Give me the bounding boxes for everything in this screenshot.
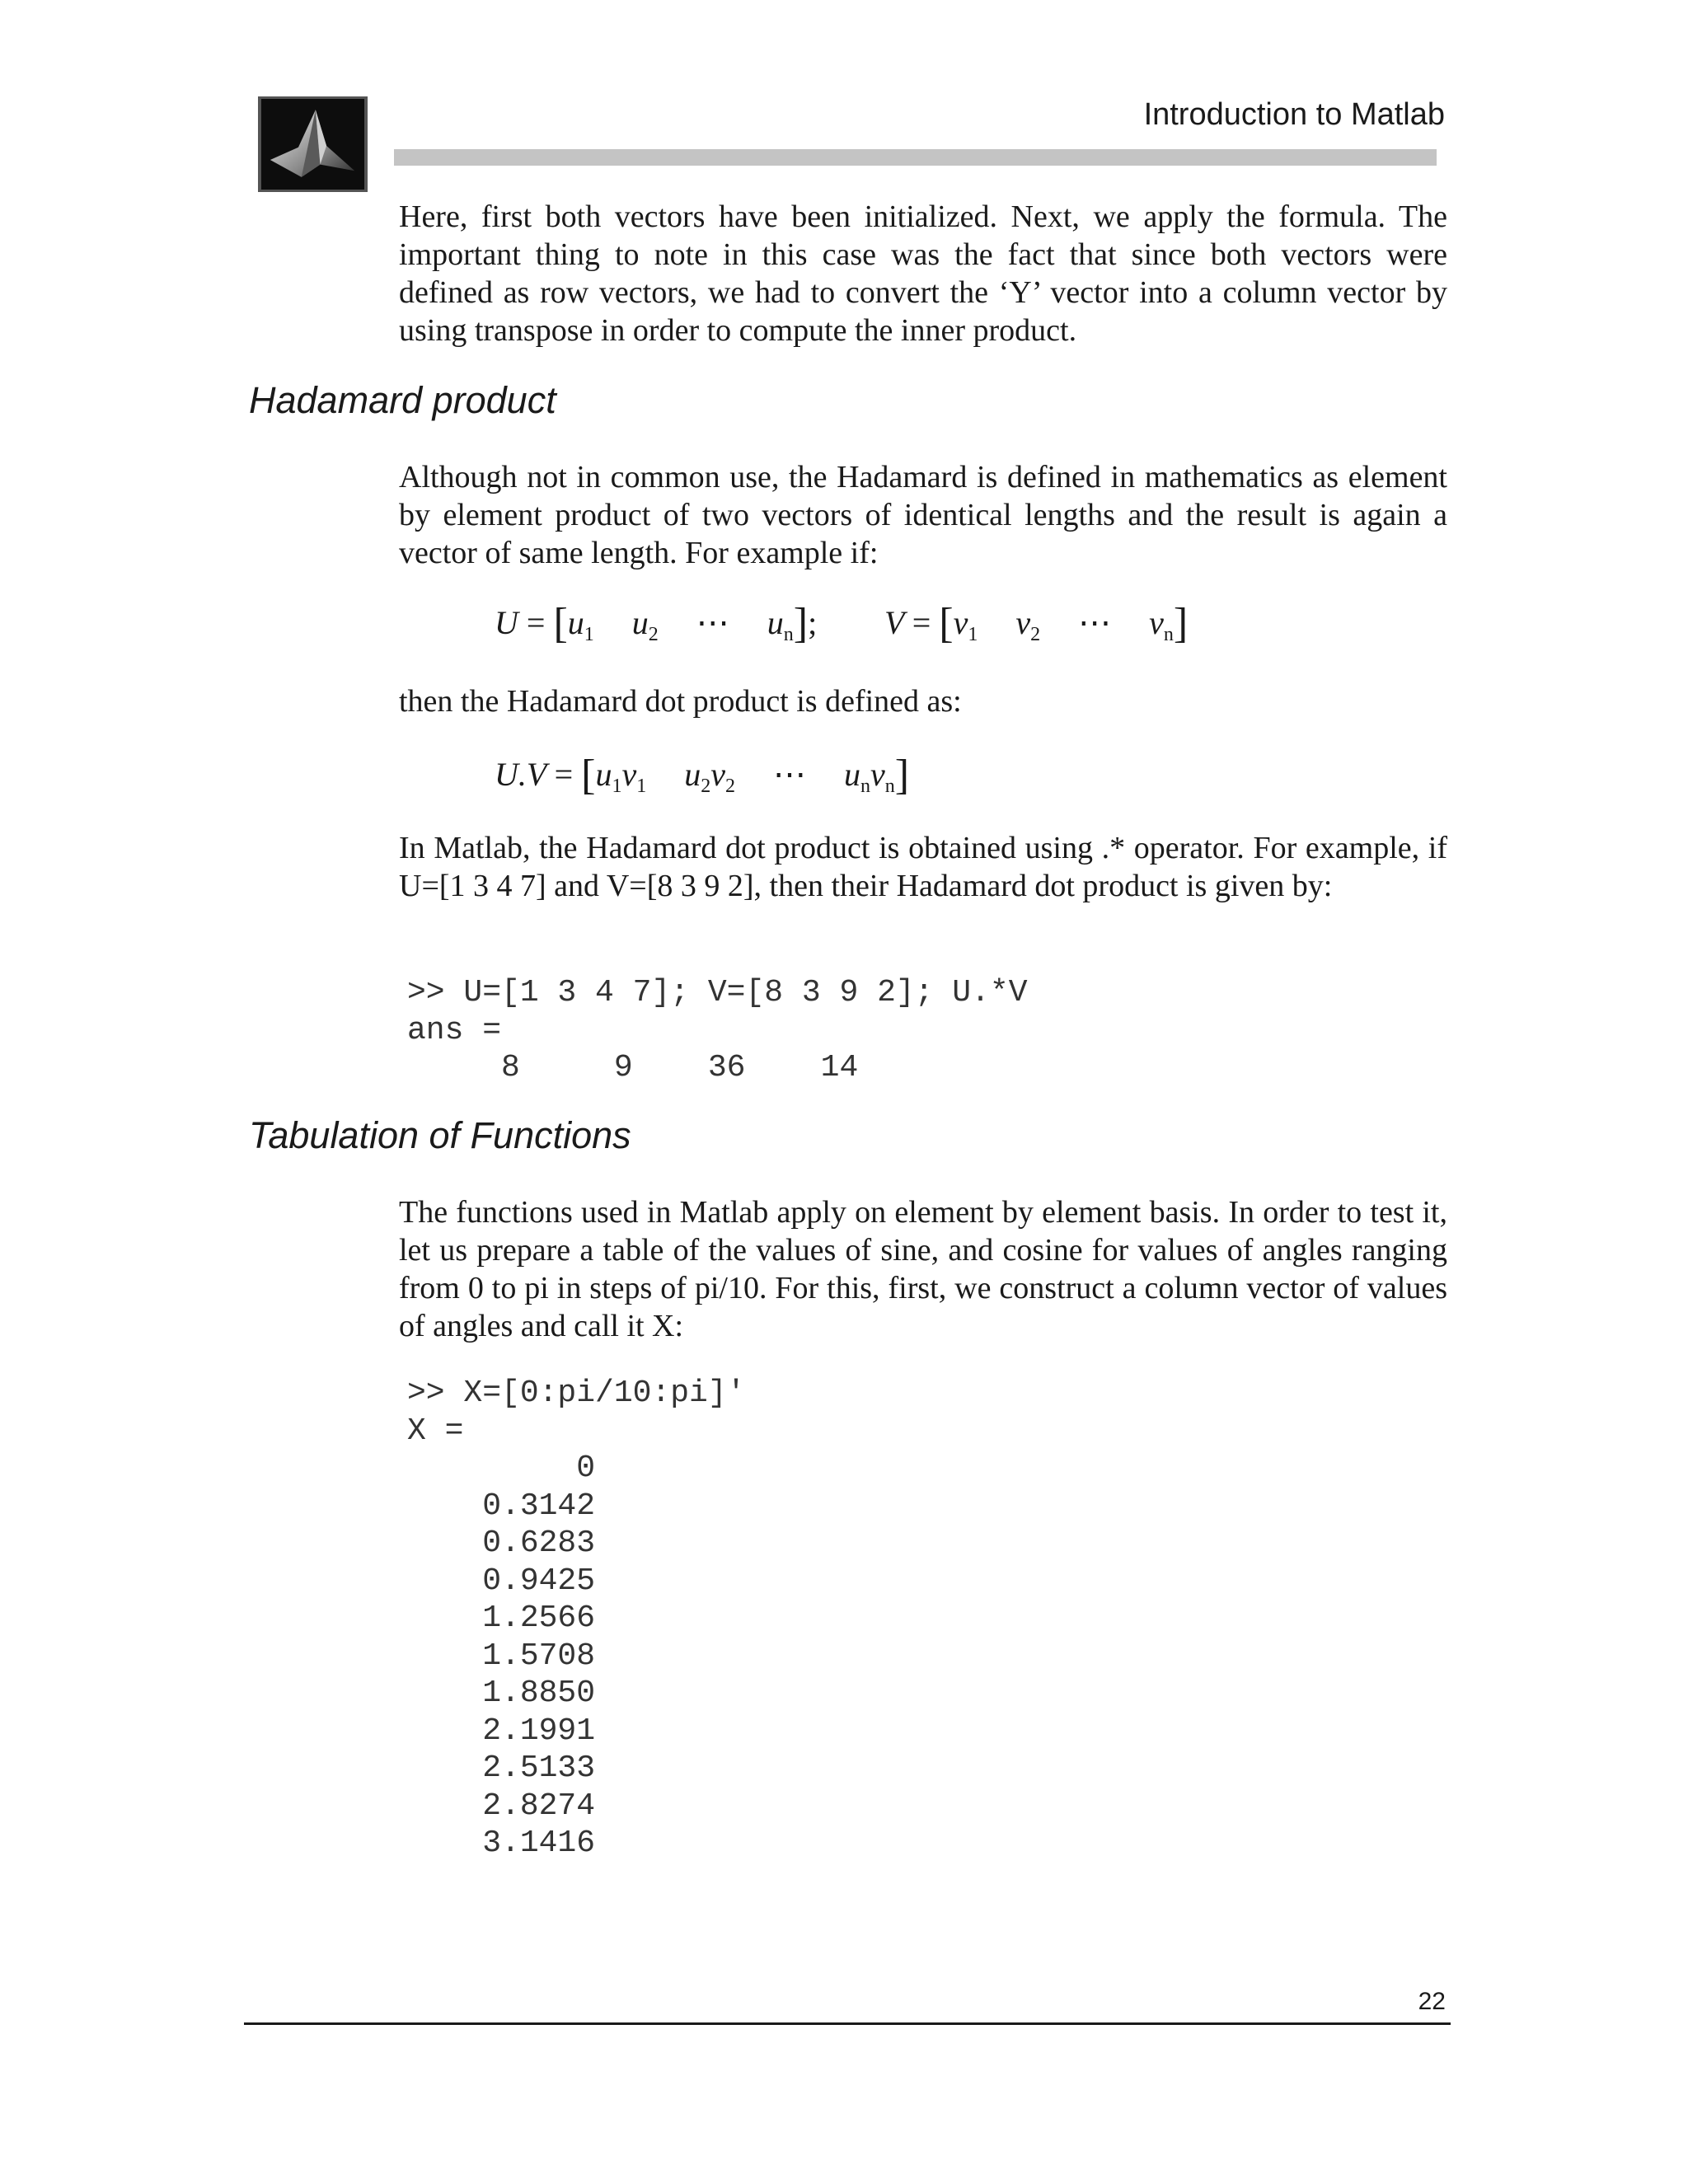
eq-ellipsis: ⋯ xyxy=(773,756,807,793)
eq-v-term: v xyxy=(1015,604,1031,641)
eq-u-term: u xyxy=(631,604,649,641)
eq-bracket-close: ] xyxy=(793,600,809,647)
eq-subscript: 1 xyxy=(612,776,622,797)
code-block-tabulation: >> X=[0:pi/10:pi]' X = 0 0.3142 0.6283 0.9425 1.2566 1.5708 1.8850 2.1991 2.5133 2.8274 3.1416 xyxy=(407,1376,746,1861)
header-title: Introduction to Matlab xyxy=(1143,97,1445,132)
eq-subscript: n xyxy=(1163,624,1174,645)
matlab-logo xyxy=(258,96,368,192)
eq-separator: ; xyxy=(808,604,818,641)
eq-term: u xyxy=(684,756,701,793)
eq-v-label: V xyxy=(884,604,904,641)
eq-bracket-open: [ xyxy=(939,600,954,647)
eq-bracket-close: ] xyxy=(1173,600,1189,647)
matlab-paragraph: In Matlab, the Hadamard dot product is obtained using .* operator. For example, if U=[1 3 4 7] and V=[8 3 9 2], then their Hadamard dot product is given by: xyxy=(399,831,1447,903)
section-heading-tabulation: Tabulation of Functions xyxy=(249,1114,631,1156)
eq-subscript: 1 xyxy=(584,624,594,645)
membrane-logo-icon xyxy=(260,99,365,190)
eq-subscript: 2 xyxy=(1030,624,1041,645)
section-heading-hadamard: Hadamard product xyxy=(249,379,556,421)
eq-subscript: 1 xyxy=(636,776,647,797)
eq-subscript: 2 xyxy=(648,624,659,645)
eq-equals: = xyxy=(554,756,574,793)
eq-v-term: v xyxy=(1149,604,1164,641)
eq-equals: = xyxy=(912,604,931,641)
hadamard-paragraph: Although not in common use, the Hadamard is defined in mathematics as element by element product of two vectors of identical lengths and the result is again a vector of same length. For example if: xyxy=(399,460,1447,570)
eq-u-term: u xyxy=(767,604,784,641)
eq-subscript: n xyxy=(860,776,871,797)
then-paragraph: then the Hadamard dot product is defined as: xyxy=(399,684,962,719)
eq-subscript: n xyxy=(783,624,794,645)
eq-term: u xyxy=(595,756,612,793)
eq-uv-label: U.V xyxy=(495,756,546,793)
eq-ellipsis: ⋯ xyxy=(696,604,729,641)
eq-bracket-open: [ xyxy=(553,600,568,647)
intro-paragraph: Here, first both vectors have been initialized. Next, we apply the formula. The important thing to note in this case was the fact that since both vectors were defined as row vectors, we had to convert the ‘Y’ vector into a column vector by using transpose in order to compute the inner product. xyxy=(399,199,1447,348)
eq-subscript: 2 xyxy=(701,776,711,797)
footer-rule xyxy=(244,2022,1451,2025)
eq-term: v xyxy=(870,756,885,793)
eq-bracket-close: ] xyxy=(894,752,910,799)
eq-bracket-open: [ xyxy=(581,752,596,799)
eq-equals: = xyxy=(526,604,546,641)
eq-term: v xyxy=(710,756,726,793)
eq-subscript: 1 xyxy=(968,624,978,645)
eq-subscript: n xyxy=(884,776,895,797)
page-number: 22 xyxy=(1418,1988,1446,2015)
equation-hadamard-product xyxy=(495,750,909,811)
eq-ellipsis: ⋯ xyxy=(1078,604,1112,641)
eq-v-term: v xyxy=(953,604,968,641)
eq-term: u xyxy=(844,756,861,793)
eq-u-term: u xyxy=(567,604,584,641)
code-block-hadamard: >> U=[1 3 4 7]; V=[8 3 9 2]; U.*V ans = 8 9 36 14 xyxy=(407,975,1028,1085)
eq-subscript: 2 xyxy=(725,776,736,797)
eq-term: v xyxy=(621,756,637,793)
header-bar xyxy=(394,149,1437,166)
tabulation-paragraph: The functions used in Matlab apply on element by element basis. In order to test it, let us prepare a table of the values of sine, and cosine for values of angles ranging from 0 to pi in steps of pi/10. For this, first, we construct a column vector of values of angles and call it X: xyxy=(399,1195,1447,1343)
equation-v-vector xyxy=(884,598,1188,659)
eq-u-label: U xyxy=(495,604,518,641)
equation-u-vector xyxy=(495,598,817,659)
